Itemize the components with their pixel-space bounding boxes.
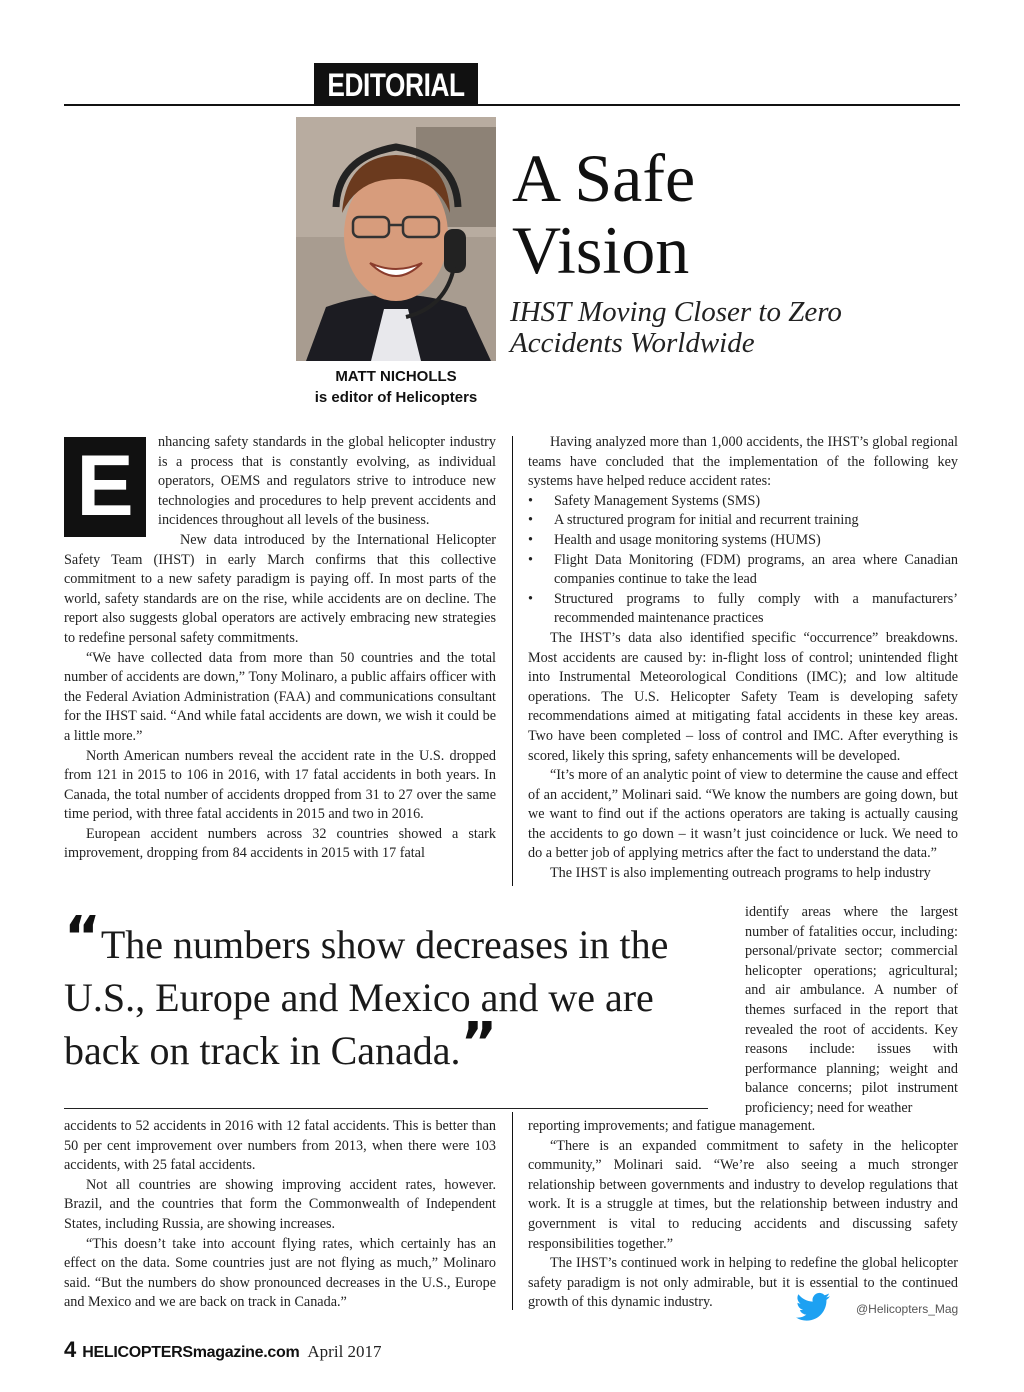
key-systems-list (528, 492, 958, 629)
body-column-left-bottom (64, 1117, 496, 1313)
paragraph: “We have collected data from more than 50 countries and the total number of accidents are down,” Tony Molinaro, a public affairs officer with the Federal Aviation Administration (FAA) and communications consultant for the IHST said. “And while fatal accidents are down, we wish it could be a little more.” (64, 649, 496, 744)
author-role: is editor of Helicopters (314, 389, 478, 406)
paragraph: European accident numbers across 32 countries showed a stark improvement, dropping from 84 accidents in 2015 with 17 fatal (64, 825, 496, 862)
drop-cap: E (64, 437, 146, 537)
pull-quote (64, 905, 724, 1077)
paragraph: North American numbers reveal the accident rate in the U.S. dropped from 121 in 2015 to 106 in 2016, with 17 fatal accidents in both years. In Canada, the total number of accidents dropped from 31 to 27 over the same time period, with three fatal accidents in 2015 and two in 2016. (64, 747, 496, 823)
list-item: • A structured program for initial and recurrent training (528, 511, 958, 531)
author-name: MATT NICHOLLS (335, 368, 457, 385)
column-divider-lower (512, 1112, 513, 1310)
issue-date: April 2017 (307, 1342, 382, 1361)
author-photo (296, 117, 496, 361)
body-column-right-wrap (745, 903, 958, 1119)
paragraph: “There is an expanded commitment to safety in the helicopter community,” Molinari said. “We’re also seeing a much stronger relationship between governments and industry to develop regulations that work. It is a struggle at times, but the relationship between industry and government is vital to reducing accidents and discussing safety responsibilities together.” (528, 1137, 958, 1252)
page-footer (64, 1337, 382, 1367)
open-quote-mark: “ (64, 905, 101, 970)
paragraph: Having analyzed more than 1,000 accidents, the IHST’s global regional teams have concluded that the implementation of the following key systems have helped reduce accident rates: (528, 434, 958, 490)
close-quote-mark: ” (460, 1011, 498, 1076)
author-caption (296, 366, 496, 408)
article-title (512, 142, 952, 286)
column-divider (512, 436, 513, 886)
body-column-left-top (64, 433, 496, 864)
list-item: • Flight Data Monitoring (FDM) programs, an area where Canadian companies continue to take the lead (528, 551, 958, 590)
paragraph-intro (64, 433, 496, 534)
body-column-right-top (528, 433, 958, 884)
article-subtitle (510, 297, 950, 359)
subtitle-line-1: IHST Moving Closer to Zero (510, 296, 842, 328)
top-rule (64, 104, 960, 106)
paragraph-wrap: identify areas where the largest number of fatalities occur, including: personal/private sector; commercial helicopter operations; agricultural; and air ambulance. A number of themes surfaced in the report that revealed the root of accidents. Key reasons include: issues with performance planning; weight and balance concerns; pilot instrument proficiency; need for weather (745, 904, 958, 1116)
magazine-url[interactable]: HELICOPTERSmagazine.com (82, 1344, 300, 1361)
title-line-2: Vision (512, 212, 690, 288)
title-line-1: A Safe (512, 140, 696, 216)
paragraph: New data introduced by the International Helicopter Safety Team (IHST) in early March confirms that this collective commitment to a new safety paradigm is paying off. In most parts of the world, safety standards are on the rise, while accidents are on decline. The report also suggests global operators are actively embracing new strategies to redefine personal safety commitments. (64, 531, 496, 646)
list-item: • Health and usage monitoring systems (HUMS) (528, 531, 958, 551)
list-item: • Safety Management Systems (SMS) (528, 492, 958, 512)
paragraph: The IHST’s continued work in helping to redefine the global helicopter safety paradigm is not only admirable, but it is essential to the continued growth of this dynamic industry. (528, 1255, 958, 1311)
intro-text: nhancing safety standards in the global helicopter industry is a process that is constantly evolving, as individual operators, OEMS and regulators strive to introduce new technologies and procedures to help prevent accidents and incidences throughout all levels of the business. (158, 434, 496, 529)
section-tag: EDITORIAL (314, 63, 478, 105)
paragraph: “It’s more of an analytic point of view to determine the cause and effect of an accident,” Molinari said. “We know the numbers are going down, but we want to find out if the actions operators are taking is actually causing the accidents to go down – it wasn’t just coincidence or luck. We need to do a better job of applying metrics after the fact to understand the data.” (528, 767, 958, 862)
pull-quote-text: The numbers show decreases in the U.S., Europe and Mexico and we are back on track in Canada. (64, 922, 669, 1073)
author-portrait-illustration (296, 117, 496, 361)
twitter-bird-icon (796, 1292, 830, 1322)
pull-quote-rule (64, 1108, 708, 1109)
body-column-right-bottom (528, 1117, 958, 1313)
list-item: • Structured programs to fully comply with a manufacturers’ recommended maintenance practices (528, 590, 958, 629)
paragraph-continued: accidents to 52 accidents in 2016 with 12 fatal accidents. This is better than 50 per cent improvement over numbers from 2013, when there were 103 accidents, with 25 fatal accidents. (64, 1118, 496, 1174)
paragraph: The IHST is also implementing outreach programs to help industry (550, 865, 931, 882)
paragraph: Not all countries are showing improving accident rates, however. Brazil, and the countries that form the Commonwealth of Independent States, including Russia, are showing increases. (64, 1176, 496, 1232)
paragraph: The IHST’s data also identified specific “occurrence” breakdowns. Most accidents are caused by: in-flight loss of control; unintended flight into Instrumental Meteorological Conditions (IMC); and low altitude operations. The U.S. Helicopter Safety Team is developing safety recommendations aimed at mitigating fatal accidents in these key areas. Two have been completed – loss of control and IMC. After everything is scored, likely this spring, safety enhancements will be developed. (528, 629, 958, 764)
paragraph: “This doesn’t take into account flying rates, which certainly has an effect on the data. Some countries just are not flying as much,” Molinaro said. “But the numbers do show pronounced decreases in the U.S., Europe and Mexico and we are back on track in Canada.” (64, 1235, 496, 1311)
paragraph-continued: reporting improvements; and fatigue management. (528, 1118, 816, 1134)
page-number: 4 (64, 1337, 77, 1362)
subtitle-line-2: Accidents Worldwide (510, 327, 755, 359)
twitter-handle[interactable]: @Helicopters_Mag (856, 1302, 959, 1316)
